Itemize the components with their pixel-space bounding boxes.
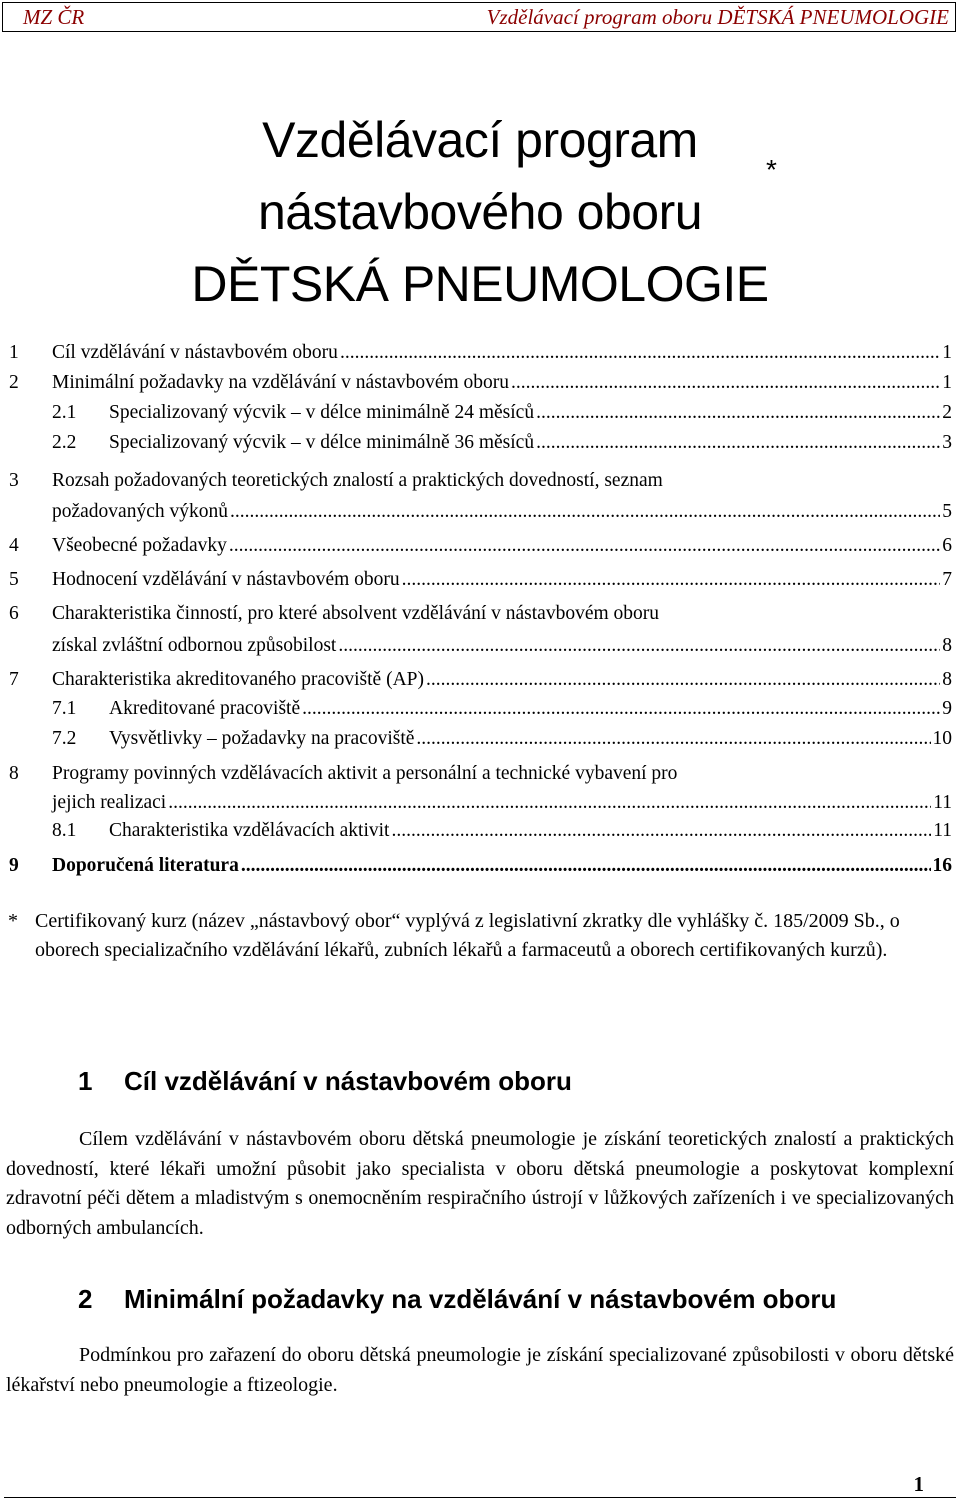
toc-entry[interactable] [0, 724, 960, 754]
toc-entry-continuation[interactable] [0, 497, 960, 527]
header-ministry: MZ ČR [23, 4, 85, 29]
toc-number: 2.2 [52, 432, 77, 453]
toc-number: 2.1 [52, 402, 77, 423]
toc-label: Charakteristika akreditovaného pracoviště (AP) [52, 669, 424, 690]
toc-label: Charakteristika vzdělávacích aktivit [109, 820, 390, 841]
toc-label: Všeobecné požadavky [52, 535, 227, 556]
section-2-paragraph: Podmínkou pro zařazení do oboru dětská pneumologie je získání specializované způsobilosti v oboru dětské lékařství nebo pneumologie a ftizeologie. [6, 1344, 954, 1396]
toc-label-line: Programy povinných vzdělávacích aktivit a personální a technické vybavení pro [52, 763, 678, 784]
page-header [2, 2, 956, 32]
page-number: 1 [913, 1472, 924, 1496]
toc-number: 4 [9, 535, 19, 556]
toc-label: Minimální požadavky na vzdělávání v nástavbovém oboru [52, 372, 510, 393]
toc-number: 5 [9, 569, 19, 590]
toc-entry[interactable] [0, 665, 960, 695]
toc-label: požadovaných výkonů [52, 501, 228, 522]
toc-number: 7.1 [52, 698, 77, 719]
header-program-title: Vzdělávací program oboru DĚTSKÁ PNEUMOLOGIE [486, 4, 949, 29]
toc-page: 10 [932, 728, 952, 749]
section-1-heading [78, 1066, 572, 1097]
toc-page: 6 [942, 535, 952, 556]
toc-number: 7.2 [52, 728, 77, 749]
toc-entry[interactable] [0, 599, 960, 629]
toc-label: Doporučená literatura [52, 855, 239, 876]
section-1-title: Cíl vzdělávání v nástavbovém oboru [124, 1066, 572, 1096]
toc-label: jejich realizaci [52, 792, 167, 813]
toc-entry[interactable] [0, 816, 960, 846]
toc-label: Cíl vzdělávání v nástavbovém oboru [52, 342, 338, 363]
title-line-1: Vzdělávací program [262, 112, 698, 168]
document-title [0, 104, 960, 320]
toc-number: 8 [9, 763, 19, 784]
toc-entry[interactable] [0, 531, 960, 561]
toc-page: 16 [932, 855, 952, 876]
toc-entry[interactable] [0, 428, 960, 458]
section-1-paragraph: Cílem vzdělávání v nástavbovém oboru dětská pneumologie je získání teoretických znalostí a praktických dovedností, které lékaři umožní působit jako specialista v oboru dětská pneumologie a poskytovat komplexní zdravotní péči dětem a mladistvým s onemocněním respiračního ústrojí v lůžkových zařízeních i ve specializovaných odborných ambulancích. [6, 1128, 954, 1239]
section-2-heading [78, 1284, 836, 1315]
section-1-number: 1 [78, 1066, 93, 1096]
toc-number: 3 [9, 470, 19, 491]
toc-label: Specializovaný výcvik – v délce minimálně 24 měsíců [109, 402, 535, 423]
toc-label: Akreditované pracoviště [109, 698, 301, 719]
toc-page: 3 [942, 432, 952, 453]
section-2-title: Minimální požadavky na vzdělávání v nástavbovém oboru [124, 1284, 837, 1314]
toc-number: 7 [9, 669, 19, 690]
toc-entry[interactable] [0, 398, 960, 428]
toc-entry[interactable] [0, 466, 960, 496]
toc-number: 1 [9, 342, 19, 363]
footnote-mark: * [8, 910, 18, 932]
toc-number: 2 [9, 372, 19, 393]
footnote-text: Certifikovaný kurz (název „nástavbový obor“ vyplývá z legislativní zkratky dle vyhlášky č. 185/2009 Sb., o oborech specializačního vzdělávání lékařů, zubních lékařů a farmaceutů a oborech certifikovaných kurzů). [35, 910, 900, 961]
toc-number: 9 [9, 855, 19, 876]
toc-entry[interactable] [0, 759, 960, 789]
toc-entry-continuation[interactable] [0, 631, 960, 661]
toc-entry[interactable] [0, 338, 960, 368]
title-line-3: DĚTSKÁ PNEUMOLOGIE [191, 256, 769, 312]
toc-page: 2 [942, 402, 952, 423]
toc-label: Specializovaný výcvik – v délce minimálně 36 měsíců [109, 432, 535, 453]
toc-entry[interactable] [0, 368, 960, 398]
toc-number: 8.1 [52, 820, 77, 841]
toc-entry-continuation[interactable] [0, 788, 960, 818]
toc-entry[interactable] [0, 694, 960, 724]
toc-page: 5 [942, 501, 952, 522]
toc-entry[interactable] [0, 851, 960, 881]
toc-page: 9 [942, 698, 952, 719]
toc-label-line: Rozsah požadovaných teoretických znalostí a praktických dovedností, seznam [52, 470, 663, 491]
toc-page: 1 [942, 372, 952, 393]
footer-rule [4, 1497, 956, 1498]
toc-page: 11 [933, 792, 952, 813]
title-line-2: nástavbového oboru [257, 184, 703, 240]
toc-page: 8 [942, 669, 952, 690]
toc-number: 6 [9, 603, 19, 624]
toc-page: 1 [942, 342, 952, 363]
toc-page: 7 [942, 569, 952, 590]
toc-label-line: Charakteristika činností, pro které absolvent vzdělávání v nástavbovém oboru [52, 603, 660, 624]
section-2-number: 2 [78, 1284, 93, 1314]
title-footnote-mark: * [766, 154, 777, 185]
toc-label: získal zvláštní odbornou způsobilost [52, 635, 337, 656]
toc-entry[interactable] [0, 565, 960, 595]
toc-page: 8 [942, 635, 952, 656]
toc-label: Hodnocení vzdělávání v nástavbovém oboru [52, 569, 400, 590]
toc-page: 11 [933, 820, 952, 841]
toc-label: Vysvětlivky – požadavky na pracoviště [109, 728, 415, 749]
